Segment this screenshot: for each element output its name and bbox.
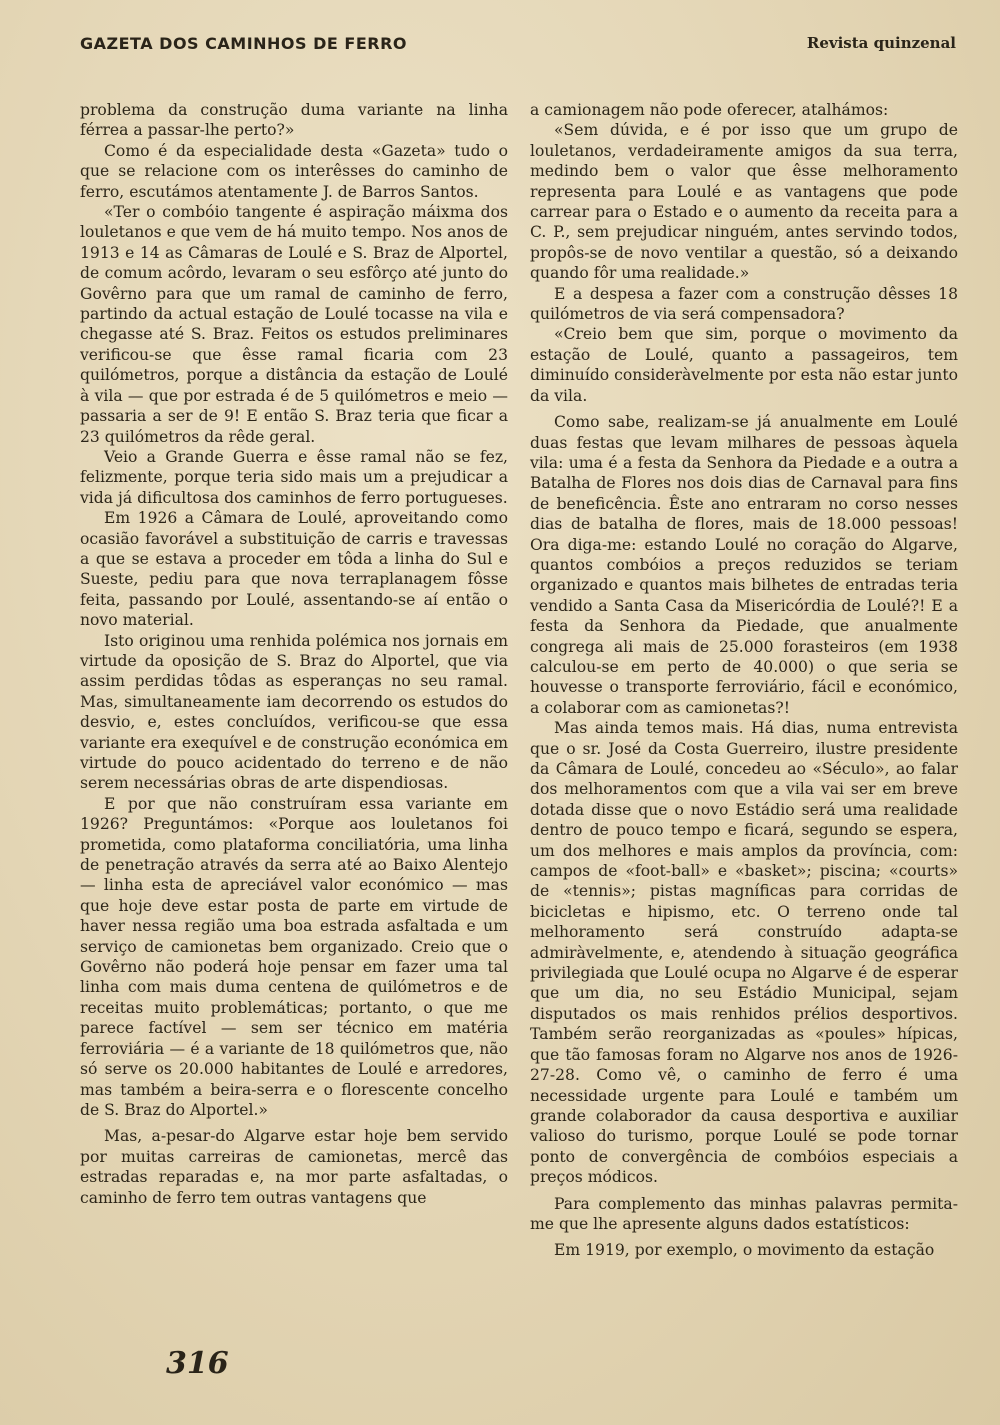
paragraph: Mas ainda temos mais. Há dias, numa entrevista que o sr. José da Costa Guerreiro, ilustre presidente da Câmara de Loulé, concedeu ao «Século», ao falar dos melhoramentos com que a vila vai ser em breve dotada disse que o novo Estádio será uma realidade dentro de pouco tempo e ficará, segundo se espera, um dos melhores e mais amplos da província, com: campos de «foot-ball» e «basket»; piscina; «courts» de «tennis»; pistas magníficas para corridas de bicicletas e hipismo, etc. O terreno onde tal melhoramento será construído adapta-se admiràvelmente, e, atendendo à situação geográfica privilegiada que Loulé ocupa no Algarve é de esperar que um dia, no seu Estádio Municipal, sejam disputados os mais renhidos prélios desportivos. Também serão reorganizadas as «poules» hípicas, que tão famosas foram no Algarve nos anos de 1926-27-28. Como vê, o caminho de ferro é uma necessidade urgente para Loulé e também um grande colaborador da causa desportiva e auxiliar valioso do turismo, porque Loulé se pode tornar ponto de convergência de combóios especiais a preços módicos. [530,719,958,1187]
paragraph: a camionagem não pode oferecer, atalhámos: [530,101,889,119]
publication-title: GAZETA DOS CAMINHOS DE FERRO [80,34,408,53]
paragraph: problema da construção duma variante na linha férrea a passar-lhe perto?» [80,101,508,140]
page-number: 316 [166,1346,229,1381]
paragraph: «Ter o combóio tangente é aspiração máixma dos louletanos e que vem de há muito tempo. Nos anos de 1913 e 14 as Câmaras de Loulé e S. Braz de Alportel, de comum acôrdo, levaram o seu esfôrço até junto do Govêrno para que um ramal de caminho de ferro, partindo da actual estação de Loulé tocasse na vila e chegasse até S. Braz. Feitos os estudos preliminares verificou-se que êsse ramal ficaria com 23 quilómetros, porque a distância da estação de Loulé à vila — que por estrada é de 5 quilómetros e meio — passaria a ser de 9! E então S. Braz teria que ficar a 23 quilómetros da rêde geral. [80,203,508,446]
paragraph: E a despesa a fazer com a construção dêsses 18 quilómetros de via será compensadora? [530,284,958,324]
paragraph: Veio a Grande Guerra e êsse ramal não se fez, felizmente, porque teria sido mais um a prejudicar a vida já dificultosa dos caminhos de ferro portugueses. [80,447,508,507]
running-header [0,34,1000,58]
paragraph: Como é da especialidade desta «Gazeta» tudo o que se relacione com os interêsses do caminho de ferro, escutámos atentamente J. de Barros Santos. [80,141,508,201]
left-column [80,100,508,1208]
paragraph: Em 1926 a Câmara de Loulé, aproveitando como ocasião favorável a substituição de carris e travessas a que se estava a proceder em tôda a linha do Sul e Sueste, pediu para que nova terraplanagem fôsse feita, passando por Loulé, assentando-se aí então o novo material. [80,509,508,630]
paragraph: Como sabe, realizam-se já anualmente em Loulé duas festas que levam milhares de pessoas àquela vila: uma é a festa da Senhora da Piedade e a outra a Batalha de Flores nos dois dias de Carnaval para fins de beneficência. Êste ano entraram no corso nesses dias de batalha de flores, mais de 18.000 pessoas! Ora diga-me: estando Loulé no coração do Algarve, quantos combóios a preços reduzidos se teriam organizado e quantos mais bilhetes de entradas teria vendido a Santa Casa da Misericórdia de Loulé?! E a festa da Senhora da Piedade, que anualmente congrega ali mais de 25.000 forasteiros (em 1938 calculou-se em perto de 40.000) o que seria se houvesse o transporte ferroviário, fácil e económico, a colaborar com as camionetas?! [530,413,958,717]
publication-frequency: Revista quinzenal [806,34,956,52]
paragraph: «Creio bem que sim, porque o movimento da estação de Loulé, quanto a passageiros, tem diminuído consideràvelmente por esta não estar junto da vila. [530,325,958,405]
paragraph: Para complemento das minhas palavras permita-me que lhe apresente alguns dados estatísticos: [530,1194,958,1233]
paragraph: E por que não construíram essa variante em 1926? Preguntámos: «Porque aos louletanos foi prometida, como plataforma conciliatória, uma linha de penetração através da serra até ao Baixo Alentejo — linha esta de apreciável valor económico — mas que hoje deve estar posta de parte em virtude de haver nessa região uma boa estrada asfaltada e um serviço de camionetas bem organizado. Creio que o Govêrno não poderá hoje pensar em fazer uma tal linha com mais duma centena de quilómetros e de receitas muito problemáticas; portanto, o que me parece factível — sem ser técnico em matéria ferroviária — é a variante de 18 quilómetros que, não só serve os 20.000 habitantes de Loulé e arredores, mas também a beira-serra e o florescente concelho de S. Braz do Alportel.» [80,794,508,1119]
paragraph: Isto originou uma renhida polémica nos jornais em virtude da oposição de S. Braz do Alportel, que via assim perdidas tôdas as esperanças no seu ramal. Mas, simultaneamente iam decorrendo os estudos do desvio, e, estes concluídos, verificou-se que essa variante era exequível e de construção económica em virtude do pouco acidentado do terreno e de não serem necessárias obras de arte dispendiosas. [80,631,508,793]
paragraph: Em 1919, por exemplo, o movimento da estação [554,1241,935,1260]
paragraph: Mas, a-pesar-do Algarve estar hoje bem servido por muitas carreiras de camionetas, mercê das estradas reparadas e, na mor parte asfaltadas, o caminho de ferro tem outras vantagens que [80,1127,508,1207]
right-column [530,100,958,1261]
paragraph: «Sem dúvida, e é por isso que um grupo de louletanos, verdadeiramente amigos da sua terra, medindo bem o valor que êsse melhoramento representa para Loulé e as vantagens que pode carrear para o Estado e o aumento da receita para a C. P., sem prejudicar ninguém, antes servindo todos, propôs-se de novo ventilar a questão, só a deixando quando fôr uma realidade.» [530,121,958,283]
